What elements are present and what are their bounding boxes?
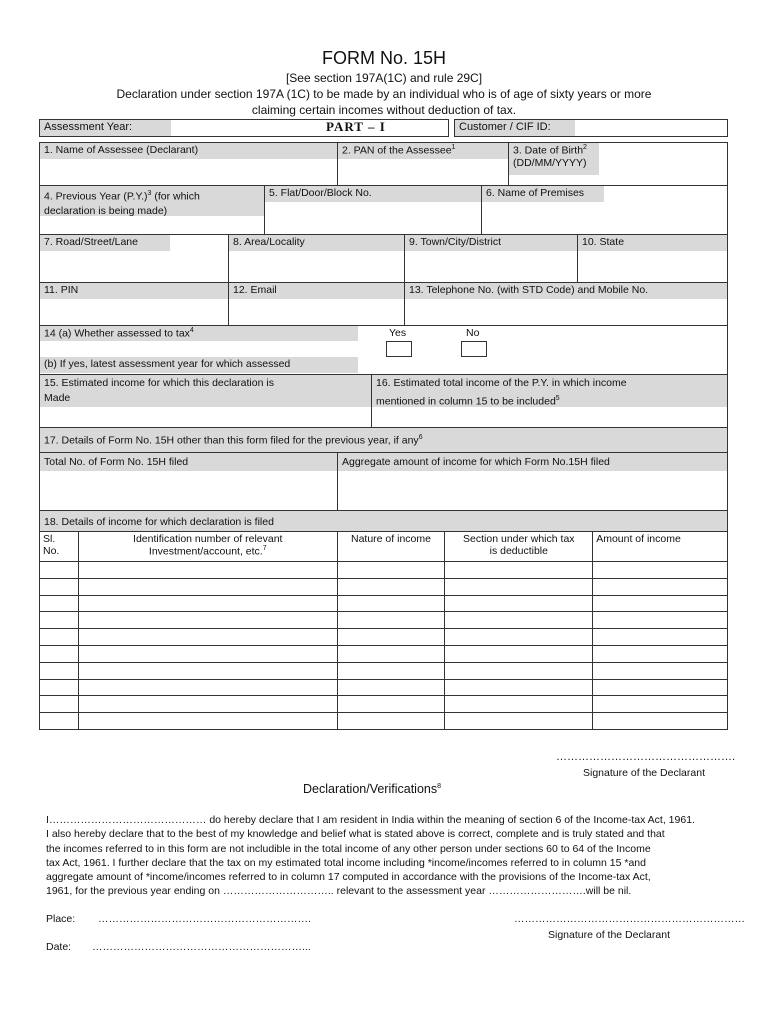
- customer-cif-label: Customer / CIF ID:: [455, 120, 575, 136]
- part-label: PART – I: [326, 119, 386, 134]
- field-pan-label: 2. PAN of the Assessee$^1$: [338, 143, 508, 159]
- verification-text: [46, 813, 726, 899]
- verification-line: 1961, for the previous year ending on ………………………….. relevant to the assessment year ……………………….will be nil.: [46, 885, 632, 898]
- field-road-label: 7. Road/Street/Lane: [40, 235, 170, 251]
- signature-dots: ………………………………………….: [556, 751, 736, 763]
- verification-line: I……………………………………… do hereby declare that I am resident in India within the meaning of section 6 of the Income-tax Act, 1961.: [46, 814, 695, 826]
- verification-line: tax Act, 1961. I further declare that the tax on my estimated total income including *income/incomes referred to in column 15 *and: [46, 856, 646, 869]
- field-17-label: 17. Details of Form No. 15H other than this form filed for the previous year, if any$^6$: [40, 428, 727, 452]
- income-table: [39, 531, 728, 730]
- yes-label: Yes: [389, 327, 407, 339]
- table-row[interactable]: [40, 662, 728, 679]
- yes-checkbox[interactable]: [386, 341, 412, 357]
- field-18-label: 18. Details of income for which declaration is filed: [40, 511, 727, 531]
- field-town-label: 9. Town/City/District: [405, 235, 577, 251]
- assessment-year-label: Assessment Year:: [40, 120, 171, 136]
- table-row[interactable]: [40, 629, 728, 646]
- declaration-line2: claiming certain incomes without deduction of tax.: [251, 103, 517, 117]
- income-table-header: [40, 532, 728, 562]
- verification-line: the incomes referred to in this form are not includible in the total income of any other person under sections 60 to 64 of the Income: [46, 842, 651, 855]
- table-row[interactable]: [40, 562, 728, 579]
- table-row[interactable]: [40, 612, 728, 629]
- form-title: FORM No. 15H: [321, 48, 447, 68]
- table-row[interactable]: [40, 679, 728, 696]
- identification-header: Identification number of relevant Investment/account, etc.$^7$: [78, 532, 337, 562]
- field-assessed-label: 14 (a) Whether assessed to tax$^4$: [40, 326, 358, 341]
- table-row[interactable]: [40, 696, 728, 713]
- table-row[interactable]: [40, 595, 728, 612]
- field-pin-label: 11. PIN: [40, 283, 228, 299]
- signature2-dots: …………………………………………………………: [514, 913, 745, 925]
- declaration-line1: Declaration under section 197A (1C) to be made by an individual who is of age of sixty years or more: [116, 87, 652, 101]
- field-dob-label: 3. Date of Birth$^2$ (DD/MM/YYYY): [509, 143, 599, 175]
- field-latest-ay-label: (b) If yes, latest assessment year for which assessed: [40, 357, 358, 373]
- place-input[interactable]: …………………………………………………….: [98, 913, 311, 925]
- field-area-label: 8. Area/Locality: [229, 235, 404, 251]
- amount-header: Amount of income: [593, 532, 728, 562]
- field-flat-label: 5. Flat/Door/Block No.: [265, 186, 481, 202]
- no-label: No: [466, 327, 480, 339]
- table-row[interactable]: [40, 578, 728, 595]
- no-checkbox[interactable]: [461, 341, 487, 357]
- verification-line: aggregate amount of *income/incomes referred to in column 17 computed in accordance with the provisions of the Income-tax Act,: [46, 871, 651, 884]
- verification-line: I also hereby declare that to the best of my knowledge and belief what is stated above is correct, complete and is truly stated and that: [46, 828, 665, 841]
- table-row[interactable]: [40, 713, 728, 730]
- field-17-total-label: Total No. of Form No. 15H filed: [40, 453, 337, 471]
- place-label: Place:: [46, 913, 76, 925]
- field-estimated-income-label: 15. Estimated income for which this declaration is Made: [40, 375, 371, 407]
- field-name-label: 1. Name of Assessee (Declarant): [40, 143, 337, 159]
- field-state-label: 10. State: [578, 235, 727, 251]
- verification-title: Declaration/Verifications$^8$: [303, 782, 442, 796]
- field-email-label: 12. Email: [229, 283, 404, 299]
- field-total-income-label: 16. Estimated total income of the P.Y. in which income mentioned in column 15 to be included$^5$: [372, 375, 727, 407]
- signature2-label: Signature of the Declarant: [548, 929, 670, 941]
- field-premises-label: 6. Name of Premises: [482, 186, 604, 202]
- see-section: [See section 197A(1C) and rule 29C]: [285, 71, 483, 85]
- field-17-aggregate-label: Aggregate amount of income for which Form No.15H filed: [338, 453, 727, 471]
- nature-header: Nature of income: [337, 532, 445, 562]
- field-previous-year-label: 4. Previous Year $(P.Y.)^3$ (for which declaration is being made): [40, 186, 264, 216]
- date-input[interactable]: ……………………………………………………...: [92, 941, 311, 953]
- section-header: Section under which tax is deductible: [445, 532, 593, 562]
- field-telephone-label: 13. Telephone No. (with STD Code) and Mobile No.: [405, 283, 727, 299]
- sl-no-header: Sl. No.: [40, 532, 79, 562]
- table-row[interactable]: [40, 645, 728, 662]
- signature-label: Signature of the Declarant: [583, 767, 705, 779]
- date-label: Date:: [46, 941, 72, 953]
